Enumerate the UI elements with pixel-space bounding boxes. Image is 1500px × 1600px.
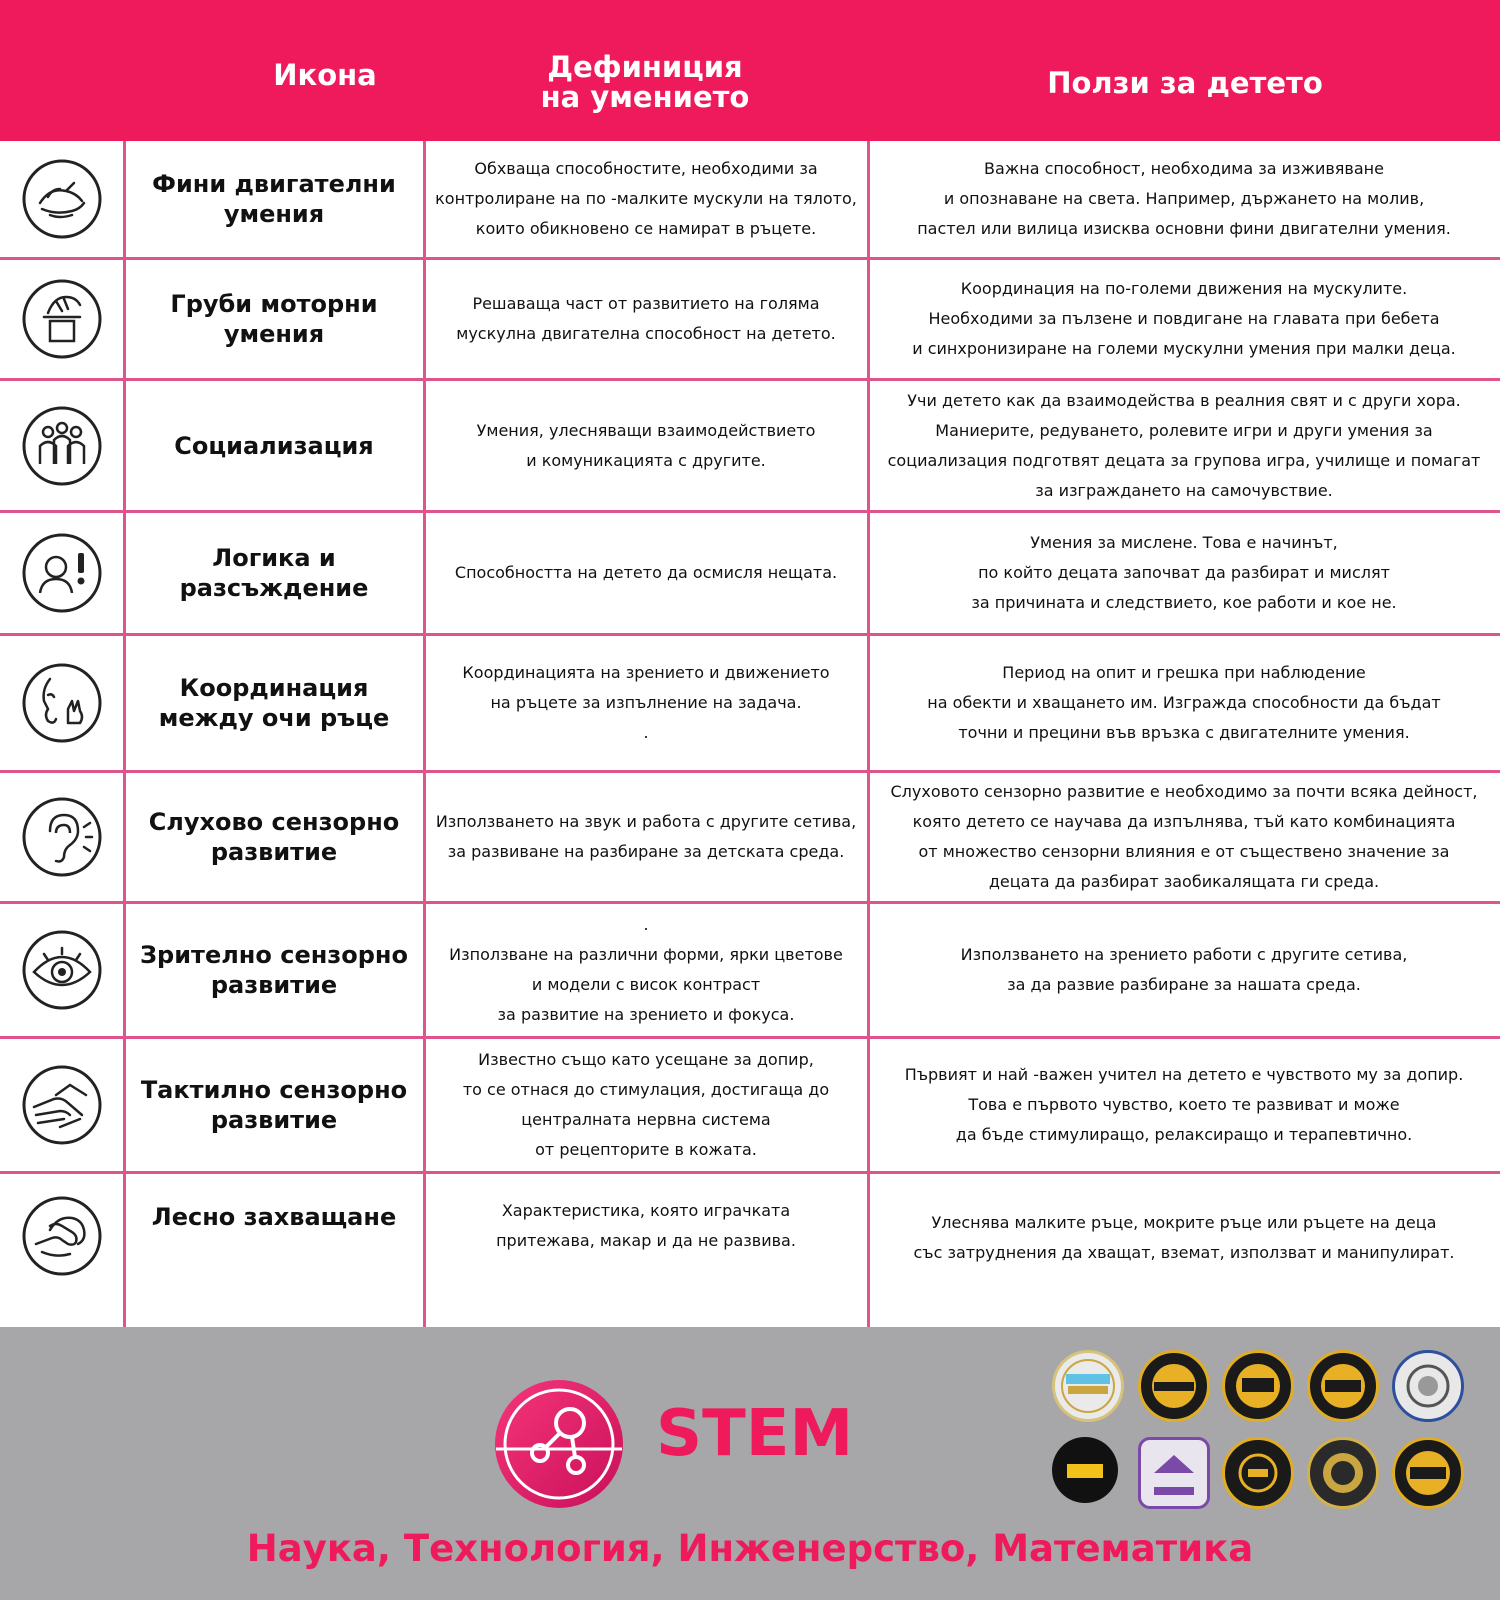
hand-grip-icon xyxy=(20,1194,104,1278)
toy-award-badge-icon xyxy=(1222,1437,1294,1509)
table-header xyxy=(0,0,1500,141)
skill-benefit: Първият и най -важен учител на детето е чувството му за допир. Това е първото чувство, което те развиват и може да бъде стимулиращо, релаксиращо и терапевтично. xyxy=(904,1065,1464,1144)
table-row xyxy=(0,260,1500,381)
row-icon-cell xyxy=(0,513,124,633)
header-icon-column: Икона xyxy=(273,58,377,92)
column-divider xyxy=(123,141,126,1327)
row-icon-cell xyxy=(0,1174,124,1327)
ear-sound-icon xyxy=(20,795,104,879)
top-toy-badge-icon xyxy=(1222,1350,1294,1422)
table-row xyxy=(0,1039,1500,1174)
people-group-icon xyxy=(20,404,104,488)
table-row xyxy=(0,513,1500,636)
skill-definition: Характеристика, която играчката притежава, макар и да не развива. xyxy=(496,1201,796,1250)
parents-choice-badge-icon xyxy=(1392,1350,1464,1422)
preferred-choice-badge-icon xyxy=(1307,1350,1379,1422)
skill-benefit: Умения за мислене. Това е начинът, по който децата започват да разбират и мислят за причината и следствието, кое работи и кое не. xyxy=(971,533,1397,612)
skill-definition: Известно също като усещане за допир, то се отнася до стимулация, достигаща до централната нервна система от рецепторите в кожата. xyxy=(462,1050,830,1159)
skill-name: Социализация xyxy=(174,431,374,460)
toy-insider-badge-icon xyxy=(1307,1437,1379,1509)
skill-benefit: Учи детето как да взаимодейства в реалния свят и с други хора. Маниерите, редуването, ролевите игри и други умения за социализация подготвят децата за групова игра, училище и помагат за изграждането на самочувствие. xyxy=(887,390,1481,500)
skill-benefit: Координация на по-големи движения на мускулите. Необходими за пълзене и повдигане на главата при бебета и синхронизиране на големи мускулни умения при малки деца. xyxy=(912,279,1456,358)
table-row xyxy=(0,636,1500,773)
skill-benefit: Период на опит и грешка при наблюдение на обекти и хващането им. Изгражда способности да бъдат точни и прецини във връзка с двигателните умения. xyxy=(927,663,1441,742)
table-row xyxy=(0,141,1500,260)
skill-definition: Умения, улесняващи взаимодействието и комуникацията с другите. xyxy=(476,420,816,470)
skill-definition: Решаваща част от развитието на голяма мускулна двигателна способност на детето. xyxy=(456,294,836,343)
footer xyxy=(0,1327,1500,1600)
skill-name: Лесно захващане xyxy=(151,1203,397,1231)
table-row xyxy=(0,904,1500,1039)
skill-benefit: Улеснява малките ръце, мокрите ръце или ръцете на деца със затруднения да хващат, вземат, използват и манипулират. xyxy=(913,1213,1455,1262)
skill-definition: Координацията на зрението и движението на ръцете за изпълнение на задача. . xyxy=(462,663,830,742)
head-exclamation-icon xyxy=(20,531,104,615)
row-icon-cell xyxy=(0,904,124,1036)
hand-box-gross-motor-icon xyxy=(20,277,104,361)
row-icon-cell xyxy=(0,1039,124,1171)
skill-name: Зрително сензорно развитие xyxy=(139,941,408,999)
skill-definition: Обхваща способностите, необходими за контролиране на по -малките мускули на тялото, които обикновено се намират в ръцете. xyxy=(435,159,857,238)
header-definition-column: Дефиниция на умението xyxy=(540,50,750,114)
seal-of-approval-badge-icon xyxy=(1138,1437,1210,1509)
zabawka-roku-badge-icon xyxy=(1052,1437,1118,1503)
skill-name: Груби моторни умения xyxy=(170,290,378,348)
table-row xyxy=(0,773,1500,904)
stem-molecule-icon xyxy=(492,1377,626,1511)
preferred-choice-badge-2-icon xyxy=(1392,1437,1464,1509)
header-benefits-column: Ползи за детето xyxy=(1047,66,1323,100)
hand-fine-motor-icon xyxy=(20,157,104,241)
seal-of-excellence-badge-icon xyxy=(1138,1350,1210,1422)
column-divider xyxy=(423,141,426,1327)
stem-tagline: Наука, Технология, Инженерство, Математика xyxy=(246,1527,1254,1570)
skill-benefit: Използването на зрението работи с другите сетива, за да развие разбиране за нашата среда. xyxy=(960,945,1408,994)
skill-definition: Използването на звук и работа с другите сетива, за развиване на разбиране за детската среда. xyxy=(435,812,857,861)
hands-touch-icon xyxy=(20,1063,104,1147)
skill-name: Координация между очи ръце xyxy=(158,674,390,732)
toy-awards-gold-badge-icon xyxy=(1052,1350,1124,1422)
stem-title: STEM xyxy=(656,1397,854,1471)
row-icon-cell xyxy=(0,773,124,901)
row-icon-cell xyxy=(0,260,124,378)
face-hand-coordination-icon xyxy=(20,661,104,745)
table-row xyxy=(0,381,1500,513)
skill-name: Слухово сензорно развитие xyxy=(148,808,400,866)
row-icon-cell xyxy=(0,636,124,770)
skill-benefit: Важна способност, необходима за изживяване и опознаване на света. Например, държането на молив, пастел или вилица изисква основни фини двигателни умения. xyxy=(917,159,1451,238)
skill-definition: Способността на детето да осмисля нещата. xyxy=(454,563,838,582)
skill-name: Фини двигателни умения xyxy=(152,170,396,228)
skill-benefit: Слуховото сензорно развитие е необходимо за почти всяка дейност, която детето се научава да изпълнява, тъй като комбинацията от множество сензорни влияния е от съществено значение за децата да разбират заобикалящата ги среда. xyxy=(890,782,1478,891)
row-icon-cell xyxy=(0,381,124,510)
skill-definition: . Използване на различни форми, ярки цветове и модели с висок контраст за развитие на зрението и фокуса. xyxy=(449,915,843,1024)
table-row xyxy=(0,1174,1500,1327)
skill-name: Логика и разсъждение xyxy=(179,544,369,602)
skill-name: Тактилно сензорно развитие xyxy=(140,1076,408,1134)
eye-icon xyxy=(20,928,104,1012)
column-divider xyxy=(867,141,870,1327)
row-icon-cell xyxy=(0,141,124,257)
